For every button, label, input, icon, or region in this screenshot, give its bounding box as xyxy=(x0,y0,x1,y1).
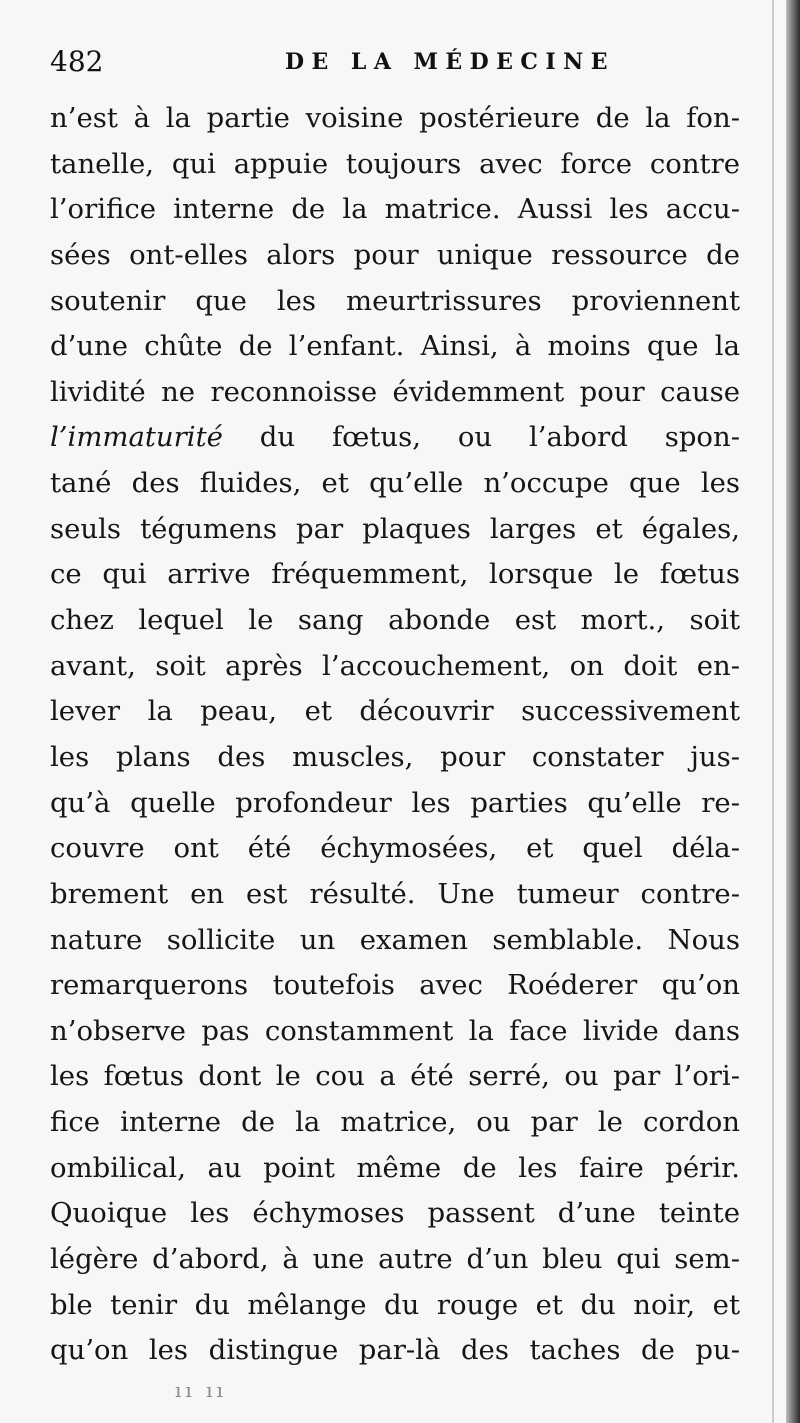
text-line: les fœtus dont le cou a été serré, ou par l’ori- xyxy=(50,1060,740,1093)
text-line: légère d’abord, à une autre d’un bleu qui sem- xyxy=(50,1243,740,1276)
text-line: n’observe pas constamment la face livide dans xyxy=(50,1014,740,1047)
text-line: l’orifice interne de la matrice. Aussi les accu- xyxy=(50,193,740,226)
text-line: soutenir que les meurtrissures proviennent xyxy=(50,284,740,317)
text-line: ble tenir du mêlange du rouge et du noir, et xyxy=(50,1288,740,1321)
text-line: lever la peau, et découvrir successivement xyxy=(50,695,740,728)
text-line: ombilical, au point même de les faire périr. xyxy=(50,1151,740,1184)
page-edge xyxy=(786,0,800,1423)
body-text xyxy=(50,96,740,1374)
text-line: ce qui arrive fréquemment, lorsque le fœtus xyxy=(50,558,740,591)
text-line: tanelle, qui appuie toujours avec force contre xyxy=(50,147,740,180)
text-line: remarquerons toutefois avec Roéderer qu’on xyxy=(50,969,740,1002)
text-line: avant, soit après l’accouchement, on doit en- xyxy=(50,649,740,682)
text-line: qu’à quelle profondeur les parties qu’elle re- xyxy=(50,786,740,819)
text-line: nature sollicite un examen semblable. Nous xyxy=(50,923,740,956)
text-line: sées ont-elles alors pour unique ressource de xyxy=(50,238,740,271)
print-mark: ıı ıı xyxy=(175,1378,227,1402)
page-header xyxy=(50,40,740,84)
page-number: 482 xyxy=(50,45,104,78)
text-line: Quoique les échymoses passent d’une teinte xyxy=(50,1197,740,1230)
text-line: seuls tégumens par plaques larges et égales, xyxy=(50,512,740,545)
running-head: DE LA MÉDECINE xyxy=(284,49,616,75)
page-gutter-shadow xyxy=(772,0,774,1423)
text-line: fice interne de la matrice, ou par le cordon xyxy=(50,1106,740,1139)
text-line: brement en est résulté. Une tumeur contre- xyxy=(50,877,740,910)
text-line: les plans des muscles, pour constater jus- xyxy=(50,740,740,773)
italic-phrase: l’immaturité xyxy=(50,421,223,454)
text-line-remainder: du fœtus, ou l’abord spon- xyxy=(222,421,740,454)
text-line: couvre ont été échymosées, et quel déla- xyxy=(50,832,740,865)
text-line: tané des fluides, et qu’elle n’occupe que les xyxy=(50,467,740,500)
text-line: chez lequel le sang abonde est mort., soit xyxy=(50,604,740,637)
text-line: lividité ne reconnoisse évidemment pour cause xyxy=(50,375,740,408)
text-line-with-italic xyxy=(50,415,740,461)
text-line: d’une chûte de l’enfant. Ainsi, à moins que la xyxy=(50,330,740,363)
text-line: qu’on les distingue par-là des taches de pu- xyxy=(50,1334,740,1367)
text-line: n’est à la partie voisine postérieure de la fon- xyxy=(50,102,740,134)
